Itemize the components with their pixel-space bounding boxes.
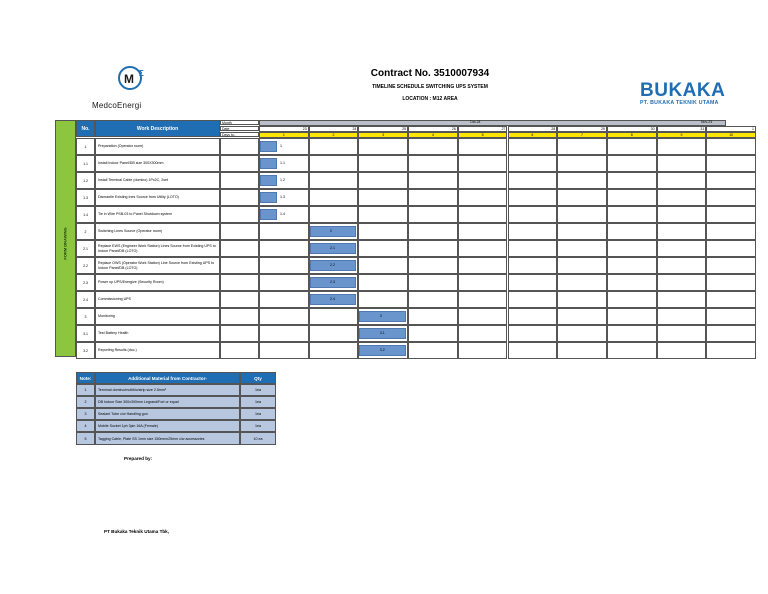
- note-item-qty: 1ea: [240, 408, 276, 420]
- schedule-cell: [607, 257, 657, 274]
- schedule-cell: [458, 155, 508, 172]
- svg-text:M: M: [124, 72, 134, 86]
- schedule-cell: [657, 274, 707, 291]
- date-cell: 30: [607, 126, 657, 132]
- schedule-cell: [508, 274, 558, 291]
- gantt-bar-label: 2: [330, 229, 333, 233]
- row-spacer-cell: [220, 240, 259, 257]
- schedule-cell: [458, 325, 508, 342]
- row-spacer-cell: [220, 342, 259, 359]
- schedule-cell: [458, 342, 508, 359]
- schedule-cell: [408, 342, 458, 359]
- gantt-bar: [359, 311, 406, 322]
- day-cell: 4: [408, 132, 458, 138]
- gantt-bar-label: 1.4: [280, 212, 285, 216]
- schedule-cell: [408, 172, 458, 189]
- schedule-cell: [458, 172, 508, 189]
- schedule-cell: [408, 274, 458, 291]
- day-cell: 2: [309, 132, 359, 138]
- schedule-cell: [309, 342, 359, 359]
- day-cell: 5: [458, 132, 508, 138]
- schedule-cell: [706, 138, 756, 155]
- row-description: Replace OWS (Operator Work Station) Line Source from Existing UPS to Indoor Panel/DB (LOTO): [95, 257, 220, 274]
- date-cell: 28: [508, 126, 558, 132]
- note-item-number: 2: [76, 396, 95, 408]
- month-row-label: Month: [220, 120, 259, 125]
- schedule-cell: [706, 206, 756, 223]
- row-number: 2.1: [76, 240, 95, 257]
- schedule-cell: [309, 189, 359, 206]
- schedule-cell: [408, 155, 458, 172]
- schedule-cell: [557, 274, 607, 291]
- row-number: 3.1: [76, 325, 95, 342]
- schedule-cell: [706, 240, 756, 257]
- row-description: Test Battery Health: [95, 325, 220, 342]
- row-description: Install Indoor Panel/DB size 300X300mm: [95, 155, 220, 172]
- bukaka-company-name: PT. BUKAKA TEKNIK UTAMA: [640, 100, 719, 106]
- schedule-cell: [657, 325, 707, 342]
- row-spacer-cell: [220, 291, 259, 308]
- schedule-cell: [508, 291, 558, 308]
- qty-column-header: Qty: [240, 372, 276, 384]
- note-item-number: 3: [76, 408, 95, 420]
- schedule-cell: [358, 223, 408, 240]
- day-cell: 6: [508, 132, 558, 138]
- document-subtitle: TIMELINE SCHEDULE SWITCHING UPS SYSTEM: [372, 84, 488, 90]
- note-item-material: Mobile Socket 1ph 3pin 16A (Female): [95, 420, 240, 432]
- schedule-cell: [508, 257, 558, 274]
- note-item-qty: 1ea: [240, 420, 276, 432]
- schedule-cell: [309, 172, 359, 189]
- schedule-cell: [358, 138, 408, 155]
- column-header-no: No.: [76, 120, 95, 137]
- note-item-number: 1: [76, 384, 95, 396]
- schedule-cell: [508, 189, 558, 206]
- schedule-cell: [458, 240, 508, 257]
- schedule-cell: [458, 138, 508, 155]
- row-description: Commissioning UPS: [95, 291, 220, 308]
- svg-text:Σ: Σ: [139, 69, 144, 78]
- schedule-cell: [309, 308, 359, 325]
- row-spacer-cell: [220, 223, 259, 240]
- schedule-cell: [657, 206, 707, 223]
- schedule-cell: [557, 240, 607, 257]
- row-spacer-cell: [220, 189, 259, 206]
- schedule-cell: [259, 325, 309, 342]
- schedule-cell: [309, 138, 359, 155]
- gantt-bar-label: 1.3: [280, 195, 285, 199]
- month-oct: Oct-24: [470, 120, 481, 124]
- row-number: 1.4: [76, 206, 95, 223]
- schedule-cell: [607, 274, 657, 291]
- schedule-cell: [408, 308, 458, 325]
- day-cell: 10: [706, 132, 756, 138]
- schedule-cell: [508, 138, 558, 155]
- row-spacer-cell: [220, 274, 259, 291]
- schedule-cell: [508, 155, 558, 172]
- note-item-qty: 1ea: [240, 396, 276, 408]
- schedule-cell: [408, 240, 458, 257]
- gantt-bar-label: 1.2: [280, 178, 285, 182]
- row-spacer-cell: [220, 206, 259, 223]
- schedule-cell: [557, 342, 607, 359]
- schedule-cell: [657, 138, 707, 155]
- row-description: Dismantle Existing Ines Source from Utility (LOTO): [95, 189, 220, 206]
- gantt-bar-label: 2.3: [330, 280, 336, 284]
- gantt-bar-label: 2.1: [330, 246, 336, 250]
- schedule-cell: [706, 325, 756, 342]
- schedule-cell: [657, 257, 707, 274]
- date-row-label: Date: [220, 126, 259, 131]
- gantt-bar-label: 1: [280, 144, 282, 148]
- day-cell: 3: [358, 132, 408, 138]
- medcoenergi-wordmark: MedcoEnergi: [92, 101, 142, 110]
- schedule-cell: [657, 240, 707, 257]
- row-number: 2: [76, 223, 95, 240]
- schedule-cell: [706, 308, 756, 325]
- date-cell: 31: [657, 126, 707, 132]
- note-item-qty: 10 ea: [240, 432, 276, 445]
- schedule-cell: [358, 155, 408, 172]
- row-description: Install Terminal Cable (domino) 1Px2C, 2set: [95, 172, 220, 189]
- gantt-bar-label: 3.2: [379, 348, 385, 352]
- schedule-cell: [508, 342, 558, 359]
- row-number: 3: [76, 308, 95, 325]
- note-item-qty: 1ea: [240, 384, 276, 396]
- gantt-bar: [310, 226, 357, 237]
- schedule-cell: [408, 189, 458, 206]
- date-cell: 1: [706, 126, 756, 132]
- schedule-cell: [458, 189, 508, 206]
- row-description: Replace EWS (Engineer Work Station) Lines Source from Existing UPS to Indoor Panel/DB (LOTO): [95, 240, 220, 257]
- schedule-cell: [458, 291, 508, 308]
- note-item-number: 5: [76, 432, 95, 445]
- date-cell: 26: [408, 126, 458, 132]
- schedule-cell: [557, 189, 607, 206]
- schedule-cell: [309, 155, 359, 172]
- schedule-cell: [657, 308, 707, 325]
- schedule-cell: [508, 172, 558, 189]
- note-item-material: Terminal domino/multiblo/strip size 2.5mm²: [95, 384, 240, 396]
- row-number: 2.3: [76, 274, 95, 291]
- schedule-cell: [657, 155, 707, 172]
- row-description: Switching Lines Source (Operator room): [95, 223, 220, 240]
- schedule-cell: [508, 206, 558, 223]
- schedule-cell: [259, 274, 309, 291]
- schedule-cell: [358, 274, 408, 291]
- schedule-cell: [458, 223, 508, 240]
- row-number: 2.4: [76, 291, 95, 308]
- schedule-cell: [259, 257, 309, 274]
- schedule-cell: [358, 240, 408, 257]
- material-column-header: Additional Material from Contractor-: [95, 372, 240, 384]
- row-description: Power up UPS/Energize (Security Room): [95, 274, 220, 291]
- row-number: 2.2: [76, 257, 95, 274]
- row-number: 3.2: [76, 342, 95, 359]
- date-cell: 23: [259, 126, 309, 132]
- schedule-cell: [706, 155, 756, 172]
- schedule-cell: [508, 325, 558, 342]
- schedule-cell: [358, 172, 408, 189]
- schedule-cell: [408, 291, 458, 308]
- gantt-bar-label: 3: [379, 314, 382, 318]
- location-label: LOCATION : M12 AREA: [402, 96, 458, 102]
- schedule-cell: [557, 308, 607, 325]
- schedule-cell: [557, 206, 607, 223]
- month-nov: Nov-24: [701, 120, 713, 124]
- date-cell: 25: [358, 126, 408, 132]
- schedule-cell: [259, 308, 309, 325]
- row-spacer-cell: [220, 308, 259, 325]
- schedule-cell: [607, 342, 657, 359]
- schedule-cell: [557, 223, 607, 240]
- date-cell: 27: [458, 126, 508, 132]
- day-cell: 8: [607, 132, 657, 138]
- schedule-cell: [657, 342, 707, 359]
- schedule-cell: [607, 155, 657, 172]
- schedule-cell: [458, 257, 508, 274]
- row-description: Reporting Results (doc.): [95, 342, 220, 359]
- schedule-cell: [508, 223, 558, 240]
- row-number: 1.3: [76, 189, 95, 206]
- gantt-bar-label: 2.4: [330, 297, 336, 301]
- schedule-cell: [309, 206, 359, 223]
- schedule-cell: [607, 138, 657, 155]
- note-item-material: Sealant Tube c/w Handling gun: [95, 408, 240, 420]
- schedule-cell: [706, 223, 756, 240]
- note-item-material: Tagging Cable, Plate SS 1mm size 150mmx25mm c/w accessories: [95, 432, 240, 445]
- schedule-cell: [358, 257, 408, 274]
- day-cell: 9: [657, 132, 707, 138]
- schedule-cell: [408, 257, 458, 274]
- prepared-by-label: Prepared by:: [124, 456, 153, 461]
- schedule-cell: [607, 172, 657, 189]
- row-spacer-cell: [220, 325, 259, 342]
- schedule-cell: [557, 138, 607, 155]
- schedule-cell: [607, 189, 657, 206]
- gantt-bar-label: 3.1: [379, 331, 385, 335]
- schedule-cell: [557, 257, 607, 274]
- column-header-work-description: Work Description: [95, 120, 220, 137]
- schedule-cell: [657, 291, 707, 308]
- row-spacer-cell: [220, 138, 259, 155]
- schedule-cell: [358, 189, 408, 206]
- signature-company: PT Bukaka Teknik Utama Tbk,: [104, 529, 170, 534]
- schedule-cell: [358, 206, 408, 223]
- schedule-cell: [358, 291, 408, 308]
- schedule-cell: [557, 155, 607, 172]
- gantt-bar: [260, 209, 277, 220]
- schedule-cell: [607, 308, 657, 325]
- schedule-cell: [259, 291, 309, 308]
- row-spacer-cell: [220, 257, 259, 274]
- bukaka-logo: BUKAKA: [640, 80, 726, 101]
- row-description: Preparation (Operator room): [95, 138, 220, 155]
- schedule-cell: [657, 189, 707, 206]
- days-row-label: Days to-: [220, 132, 259, 137]
- schedule-cell: [508, 308, 558, 325]
- schedule-cell: [259, 223, 309, 240]
- schedule-cell: [557, 172, 607, 189]
- schedule-cell: [607, 223, 657, 240]
- schedule-cell: [706, 172, 756, 189]
- gantt-bar: [260, 158, 277, 169]
- date-cell: 24: [309, 126, 359, 132]
- schedule-cell: [657, 223, 707, 240]
- gantt-bar: [260, 175, 277, 186]
- schedule-cell: [607, 291, 657, 308]
- schedule-cell: [458, 274, 508, 291]
- row-number: 1.2: [76, 172, 95, 189]
- row-spacer-cell: [220, 172, 259, 189]
- schedule-cell: [259, 342, 309, 359]
- gantt-bar-label: 1.1: [280, 161, 285, 165]
- schedule-cell: [259, 240, 309, 257]
- schedule-cell: [458, 206, 508, 223]
- schedule-cell: [309, 325, 359, 342]
- note-item-material: DB Indoor Size 300x300mm Legrand/Fort or equal: [95, 396, 240, 408]
- gantt-bar: [260, 141, 277, 152]
- schedule-cell: [706, 274, 756, 291]
- note-item-number: 4: [76, 420, 95, 432]
- schedule-cell: [657, 172, 707, 189]
- schedule-cell: [408, 138, 458, 155]
- schedule-cell: [607, 206, 657, 223]
- schedule-cell: [706, 342, 756, 359]
- note-column-header: Note:: [76, 372, 95, 384]
- day-cell: 7: [557, 132, 607, 138]
- schedule-cell: [607, 325, 657, 342]
- day-cell: 1: [259, 132, 309, 138]
- schedule-cell: [408, 206, 458, 223]
- row-spacer-cell: [220, 155, 259, 172]
- schedule-cell: [458, 308, 508, 325]
- gantt-bar: [260, 192, 277, 203]
- schedule-cell: [508, 240, 558, 257]
- row-number: 1: [76, 138, 95, 155]
- schedule-cell: [408, 325, 458, 342]
- form-drawing-label: FORM DRAWING: [62, 227, 68, 260]
- schedule-cell: [706, 257, 756, 274]
- row-description: Monitoring: [95, 308, 220, 325]
- schedule-cell: [557, 325, 607, 342]
- contract-number: Contract No. 3510007934: [370, 68, 490, 79]
- row-description: Tie in Wire PSB-03 to Panel Shutdown system: [95, 206, 220, 223]
- schedule-cell: [408, 223, 458, 240]
- schedule-cell: [557, 291, 607, 308]
- schedule-cell: [706, 189, 756, 206]
- gantt-bar-label: 2.2: [330, 263, 336, 267]
- date-cell: 29: [557, 126, 607, 132]
- schedule-cell: [607, 240, 657, 257]
- schedule-cell: [706, 291, 756, 308]
- row-number: 1.1: [76, 155, 95, 172]
